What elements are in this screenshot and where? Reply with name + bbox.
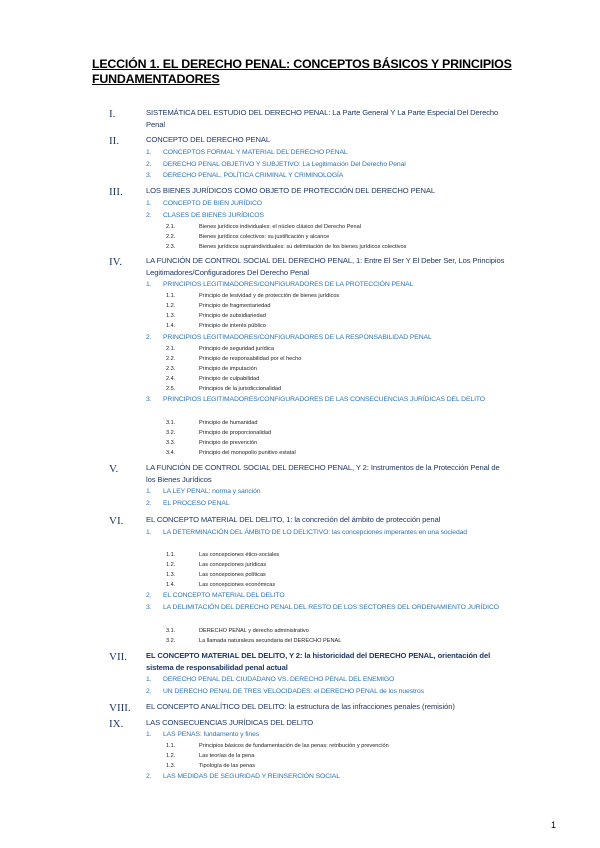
subsection-number: 2. <box>146 500 152 507</box>
item-title: Las concepciones políticas <box>199 572 266 578</box>
section-number: VII. <box>109 651 128 663</box>
subsection-number: 1. <box>146 529 152 536</box>
item-title: Principio de imputación <box>199 366 257 372</box>
subsection-number: 2. <box>146 161 152 168</box>
section-number: III. <box>109 186 123 198</box>
item-title: Bienes jurídicos individuales: el núcleo clásico del Derecho Penal <box>199 224 362 230</box>
item-number: 1.2. <box>166 562 176 568</box>
subsection-number: 1. <box>146 149 152 156</box>
item-title: Principios de la jurisdiccionalidad <box>199 386 282 392</box>
subsection-title: LAS MEDIDAS DE SEGURIDAD Y REINSERCIÓN SOCIAL <box>163 773 340 780</box>
subsection-number: 2. <box>146 334 152 341</box>
item-title: Principio de subsidiariedad <box>199 313 266 319</box>
item-number: 1.1. <box>166 552 176 558</box>
item-number: 1.1. <box>166 293 176 299</box>
subsection-title: CLASES DE BIENES JURÍDICOS <box>163 212 264 219</box>
item-number: 3.1. <box>166 628 176 634</box>
section-number: II. <box>109 135 120 147</box>
item-number: 3.1. <box>166 420 176 426</box>
item-title: Principios básicos de fundamentación de las penas: retribución y prevención <box>199 743 389 749</box>
section-title: LA FUNCIÓN DE CONTROL SOCIAL DEL DERECHO PENAL, 1: Entre El Ser Y El Deber Ser, Los Principios Legitimadores/Configuradores Del Derecho Penal <box>146 256 505 277</box>
subsection-title: DERECHO PENAL, POLÍTICA CRIMINAL Y CRIMINOLOGÍA <box>163 172 344 179</box>
section-title: SISTEMÁTICA DEL ESTUDIO DEL DERECHO PENAL: La Parte General Y La Parte Especial Del Derecho Penal <box>146 108 499 129</box>
item-title: Principio de prevención <box>199 440 258 446</box>
subsection-number: 3. <box>146 396 152 403</box>
section-number: VIII. <box>109 702 131 714</box>
section-title: EL CONCEPTO MATERIAL DEL DELITO, 1: la concreción del ámbito de protección penal <box>146 515 441 524</box>
item-title: Principio de humanidad <box>199 420 258 426</box>
item-title: Principio de proporcionalidad <box>199 430 272 436</box>
subsection-title: LAS PENAS: fundamento y fines <box>163 731 260 738</box>
subsection-title: PRINCIPIOS LEGITIMADORES/CONFIGURADORES DE LA RESPONSABILIDAD PENAL <box>163 334 432 341</box>
item-number: 2.3. <box>166 366 176 372</box>
item-number: 2.2. <box>166 234 176 240</box>
item-number: 1.3. <box>166 572 176 578</box>
item-number: 2.1. <box>166 346 176 352</box>
subsection-number: 2. <box>146 773 152 780</box>
item-number: 1.2. <box>166 753 176 759</box>
item-title: Principio de responsabilidad por el hecho <box>199 356 302 362</box>
section-number: IV. <box>109 256 122 268</box>
item-title: Las teorías de la pena <box>199 753 255 759</box>
item-title: Bienes jurídicos supraindividuales: su delimitación de los bienes jurídicos colectivos <box>199 244 407 250</box>
subsection-title: LA LEY PENAL: norma y sanción <box>163 488 261 495</box>
subsection-title: LA DETERMINACIÓN DEL ÁMBITO DE LO DELICTIVO: las concepciones imperantes en una sociedad <box>163 529 467 536</box>
item-number: 1.4. <box>166 582 176 588</box>
subsection-title: PRINCIPIOS LEGITIMADORES/CONFIGURADORES DE LAS CONSECUENCIAS JURÍDICAS DEL DELITO <box>163 396 485 403</box>
section-number: VI. <box>109 515 124 527</box>
item-title: La llamada naturaleza secundaria del DERECHO PENAL <box>199 638 342 644</box>
item-number: 1.2. <box>166 303 176 309</box>
subsection-title: DERECHO PENAL OBJETIVO Y SUBJETIVO: La Legitimación Del Derecho Penal <box>163 161 406 168</box>
item-title: Principio de seguridad jurídica <box>199 346 274 352</box>
section-title: EL CONCEPTO MATERIAL DEL DELITO, Y 2: la historicidad del DERECHO PENAL, orientación del sistema de responsabilidad penal actual <box>146 651 491 672</box>
subsection-title: CONCEPTO DE BIEN JURÍDICO <box>163 200 262 207</box>
subsection-title: UN DERECHO PENAL DE TRES VELOCIDADES: el DERECHO PENAL de los nuestros <box>163 688 424 695</box>
section-title: LA FUNCIÓN DE CONTROL SOCIAL DEL DERECHO PENAL, Y 2: Instrumentos de la Protección Penal de los Bienes Jurídicos <box>146 463 500 484</box>
item-number: 1.3. <box>166 763 176 769</box>
item-title: Las concepciones económicas <box>199 582 276 588</box>
subsection-number: 2. <box>146 592 152 599</box>
subsection-number: 1. <box>146 676 152 683</box>
item-title: Bienes jurídicos colectivos: su justificación y alcance <box>199 234 330 240</box>
item-number: 2.4. <box>166 376 176 382</box>
item-title: Principio del monopolio punitivo estatal <box>199 450 296 456</box>
item-title: Principio de fragmentariedad <box>199 303 271 309</box>
subsection-title: PRINCIPIOS LEGITIMADORES/CONFIGURADORES DE LA PROTECCIÓN PENAL <box>163 281 414 288</box>
item-number: 1.1. <box>166 743 176 749</box>
item-title: Principio de interés público <box>199 323 266 329</box>
page-number: 1 <box>550 820 556 830</box>
subsection-title: LA DELIMITACIÓN DEL DERECHO PENAL DEL RESTO DE LOS SECTORES DEL ORDENAMIENTO JURÍDICO <box>163 604 499 611</box>
section-title: EL CONCEPTO ANALÍTICO DEL DELITO: la estructura de las infracciones penales (remisión) <box>146 702 455 711</box>
section-number: V. <box>109 463 119 475</box>
section-number: I. <box>109 108 116 120</box>
item-title: Principio de culpabilidad <box>199 376 260 382</box>
subsection-title: DERECHO PENAL DEL CIUDADANO VS. DERECHO PENAL DEL ENEMIGO <box>163 676 395 683</box>
item-number: 2.2. <box>166 356 176 362</box>
item-title: Principio de lesividad y de protección de bienes jurídicos <box>199 293 340 299</box>
item-number: 1.3. <box>166 313 176 319</box>
item-number: 3.4. <box>166 450 176 456</box>
section-title: LOS BIENES JURÍDICOS COMO OBJETO DE PROTECCIÓN DEL DERECHO PENAL <box>146 186 435 195</box>
subsection-title: CONCEPTOS FORMAL Y MATERIAL DEL DERECHO PENAL <box>163 149 348 156</box>
item-number: 2.5. <box>166 386 176 392</box>
subsection-number: 2. <box>146 688 152 695</box>
item-number: 3.3. <box>166 440 176 446</box>
item-title: DERECHO PENAL y derecho administrativo <box>199 628 309 634</box>
item-title: Tipología de las penas <box>199 763 256 769</box>
section-title: CONCEPTO DEL DERECHO PENAL <box>146 135 270 144</box>
subsection-number: 2. <box>146 212 152 219</box>
subsection-number: 1. <box>146 488 152 495</box>
item-number: 2.3. <box>166 244 176 250</box>
item-number: 3.2. <box>166 430 176 436</box>
section-title: LAS CONSECUENCIAS JURÍDICAS DEL DELITO <box>146 718 314 727</box>
item-number: 2.1. <box>166 224 176 230</box>
subsection-number: 3. <box>146 604 152 611</box>
subsection-title: EL CONCEPTO MATERIAL DEL DELITO <box>163 592 285 599</box>
subsection-number: 1. <box>146 731 152 738</box>
item-number: 1.4. <box>166 323 176 329</box>
section-number: IX. <box>109 718 124 730</box>
subsection-number: 3. <box>146 172 152 179</box>
subsection-title: EL PROCESO PENAL <box>163 500 230 507</box>
subsection-number: 1. <box>146 281 152 288</box>
item-title: Las concepciones ético-sociales <box>199 552 280 558</box>
lesson-title: LECCIÓN 1. EL DERECHO PENAL: CONCEPTOS BÁSICOS Y PRINCIPIOS FUNDAMENTADORES <box>92 57 512 86</box>
subsection-number: 1. <box>146 200 152 207</box>
item-title: Las concepciones jurídicas <box>199 562 267 568</box>
item-number: 3.2. <box>166 638 176 644</box>
